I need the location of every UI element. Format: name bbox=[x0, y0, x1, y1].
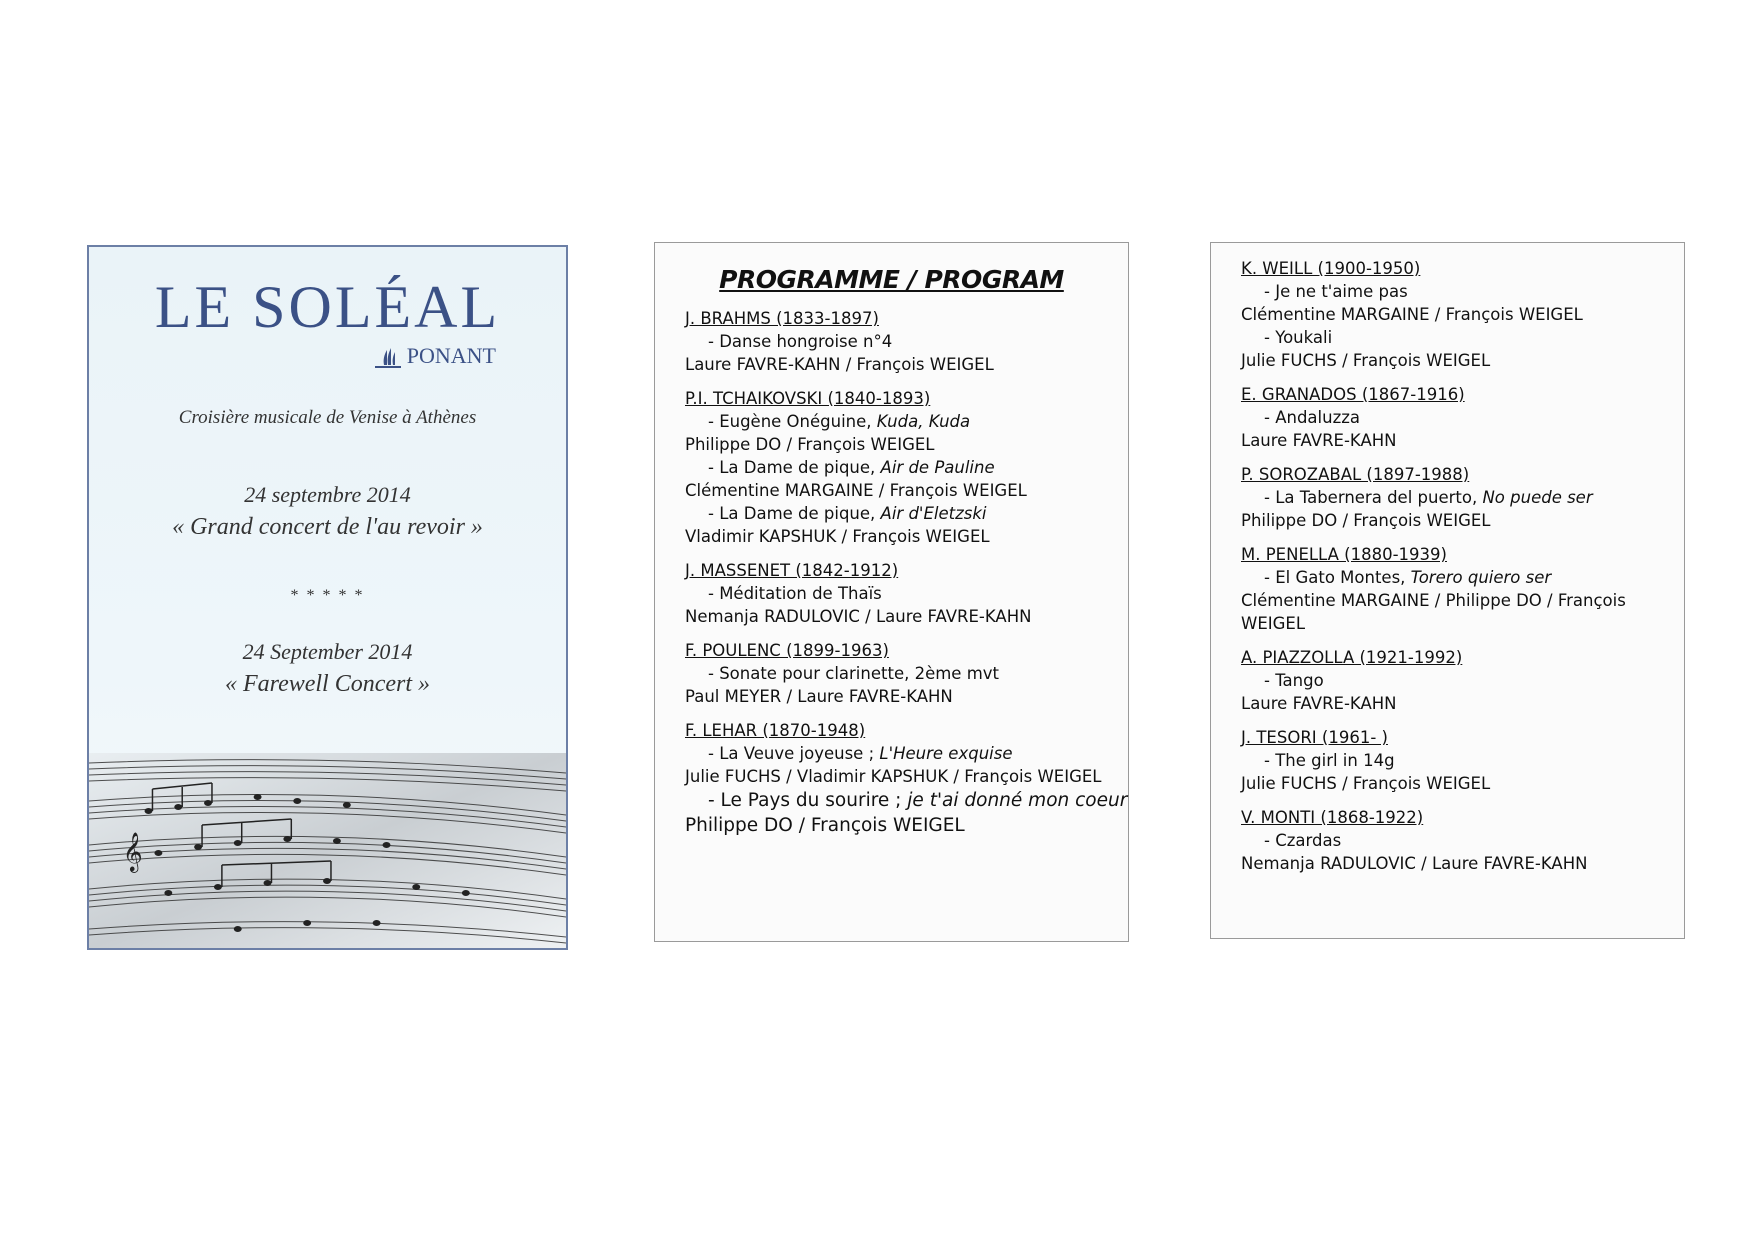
program-title: PROGRAMME / PROGRAM bbox=[719, 265, 1064, 294]
composer-name: M. PENELLA (1880-1939) bbox=[1241, 545, 1447, 564]
performers: Paul MEYER / Laure FAVRE-KAHN bbox=[685, 687, 953, 706]
cruise-subtitle: Croisière musicale de Venise à Athènes bbox=[178, 407, 477, 428]
piece-name: - Méditation de Thaïs bbox=[708, 584, 882, 603]
piece-title bbox=[685, 410, 1128, 433]
program-list-left bbox=[685, 307, 1128, 838]
piece-title bbox=[685, 662, 1128, 685]
program-entry bbox=[685, 387, 1128, 548]
composer-name: A. PIAZZOLLA (1921-1992) bbox=[1241, 648, 1463, 667]
piece-title bbox=[685, 742, 1128, 765]
program-entry bbox=[1241, 543, 1684, 635]
composer-name: K. WEILL (1900-1950) bbox=[1241, 259, 1421, 278]
program-entry bbox=[1241, 257, 1684, 372]
performers: Julie FUCHS / François WEIGEL bbox=[1241, 351, 1491, 370]
svg-text:𝄞: 𝄞 bbox=[122, 831, 143, 872]
piece-name: - Czardas bbox=[1264, 831, 1342, 850]
performers: Philippe DO / François WEIGEL bbox=[1241, 511, 1491, 530]
piece-name: - Youkali bbox=[1264, 328, 1333, 347]
piece-title bbox=[1241, 326, 1684, 349]
program-entry bbox=[1241, 646, 1684, 715]
aria-name: No puede ser bbox=[1482, 488, 1593, 507]
composer-name: F. POULENC (1899-1963) bbox=[685, 641, 889, 660]
piece-name: - La Tabernera del puerto, bbox=[1264, 488, 1483, 507]
sail-icon bbox=[373, 347, 403, 369]
composer-name: J. MASSENET (1842-1912) bbox=[685, 561, 899, 580]
title-en: « Farewell Concert » bbox=[224, 671, 431, 697]
composer-name: P. SOROZABAL (1897-1988) bbox=[1241, 465, 1470, 484]
program-entry bbox=[1241, 463, 1684, 532]
piece-title bbox=[1241, 280, 1684, 303]
program-entry bbox=[685, 639, 1128, 708]
performers: Laure FAVRE-KAHN bbox=[1241, 694, 1397, 713]
piece-title bbox=[1241, 829, 1684, 852]
piece-name: - El Gato Montes, bbox=[1264, 568, 1411, 587]
program-list-right bbox=[1241, 257, 1684, 875]
performers: Clémentine MARGAINE / François WEIGEL bbox=[1241, 305, 1583, 324]
performers: Laure FAVRE-KAHN / François WEIGEL bbox=[685, 355, 994, 374]
aria-name: Air de Pauline bbox=[880, 458, 995, 477]
composer-name: J. TESORI (1961- ) bbox=[1241, 728, 1388, 747]
piece-title bbox=[685, 456, 1128, 479]
piece-name: - Sonate pour clarinette, 2ème mvt bbox=[708, 664, 1000, 683]
composer-name: F. LEHAR (1870-1948) bbox=[685, 721, 866, 740]
piece-name: - La Dame de pique, bbox=[708, 458, 881, 477]
aria-name: Torero quiero ser bbox=[1410, 568, 1552, 587]
piece-title bbox=[685, 330, 1128, 353]
program-entry bbox=[1241, 726, 1684, 795]
program-entry bbox=[685, 307, 1128, 376]
piece-title bbox=[1241, 486, 1684, 509]
performers: Nemanja RADULOVIC / Laure FAVRE-KAHN bbox=[1241, 854, 1588, 873]
piece-name: - Andaluzza bbox=[1264, 408, 1361, 427]
composer-name: E. GRANADOS (1867-1916) bbox=[1241, 385, 1465, 404]
piece-name: - The girl in 14g bbox=[1264, 751, 1395, 770]
sheet-music-image bbox=[89, 753, 566, 948]
piece-name: - Eugène Onéguine, bbox=[708, 412, 877, 431]
piece-name: - Danse hongroise n°4 bbox=[708, 332, 893, 351]
program-entry bbox=[1241, 806, 1684, 875]
performers: Julie FUCHS / Vladimir KAPSHUK / François WEIGEL bbox=[685, 767, 1102, 786]
performers: Nemanja RADULOVIC / Laure FAVRE-KAHN bbox=[685, 607, 1032, 626]
piece-name: - Tango bbox=[1264, 671, 1324, 690]
performers: Philippe DO / François WEIGEL bbox=[685, 435, 935, 454]
ponant-logo bbox=[373, 343, 496, 369]
piece-name: - Je ne t'aime pas bbox=[1264, 282, 1408, 301]
brand-title: LE SOLÉAL bbox=[154, 274, 501, 340]
piece-title bbox=[1241, 406, 1684, 429]
program-entry bbox=[685, 719, 1128, 838]
piece-title bbox=[685, 582, 1128, 605]
program-entry bbox=[1241, 383, 1684, 452]
aria-name: L'Heure exquise bbox=[879, 744, 1013, 763]
piece-name: - La Dame de pique, bbox=[708, 504, 881, 523]
piece-name: - La Veuve joyeuse ; bbox=[708, 744, 880, 763]
composer-name: P.I. TCHAIKOVSKI (1840-1893) bbox=[685, 389, 931, 408]
aria-name: Air d'Eletzski bbox=[880, 504, 987, 523]
sub-brand-text: PONANT bbox=[406, 343, 496, 368]
performers: Clémentine MARGAINE / Philippe DO / François WEIGEL bbox=[1241, 591, 1626, 633]
piece-title bbox=[685, 788, 1128, 813]
program-panel-right bbox=[1210, 242, 1685, 939]
piece-name: - Le Pays du sourire ; bbox=[708, 790, 908, 811]
piece-title bbox=[1241, 566, 1684, 589]
composer-name: J. BRAHMS (1833-1897) bbox=[685, 309, 879, 328]
aria-name: Kuda, Kuda bbox=[876, 412, 971, 431]
title-fr: « Grand concert de l'au revoir » bbox=[172, 514, 483, 540]
piece-title bbox=[1241, 749, 1684, 772]
cover-panel bbox=[87, 245, 568, 950]
performers: Laure FAVRE-KAHN bbox=[1241, 431, 1397, 450]
performers: Vladimir KAPSHUK / François WEIGEL bbox=[685, 527, 990, 546]
piece-title bbox=[685, 502, 1128, 525]
performers: Clémentine MARGAINE / François WEIGEL bbox=[685, 481, 1027, 500]
aria-name: je t'ai donné mon coeur bbox=[907, 790, 1128, 811]
program-entry bbox=[685, 559, 1128, 628]
performers: Philippe DO / François WEIGEL bbox=[685, 815, 965, 836]
performers: Julie FUCHS / François WEIGEL bbox=[1241, 774, 1491, 793]
composer-name: V. MONTI (1868-1922) bbox=[1241, 808, 1424, 827]
date-en: 24 September 2014 bbox=[242, 639, 413, 664]
date-fr: 24 septembre 2014 bbox=[244, 482, 411, 507]
separator: * * * * * bbox=[290, 587, 365, 604]
program-panel-left bbox=[654, 242, 1129, 942]
piece-title bbox=[1241, 669, 1684, 692]
